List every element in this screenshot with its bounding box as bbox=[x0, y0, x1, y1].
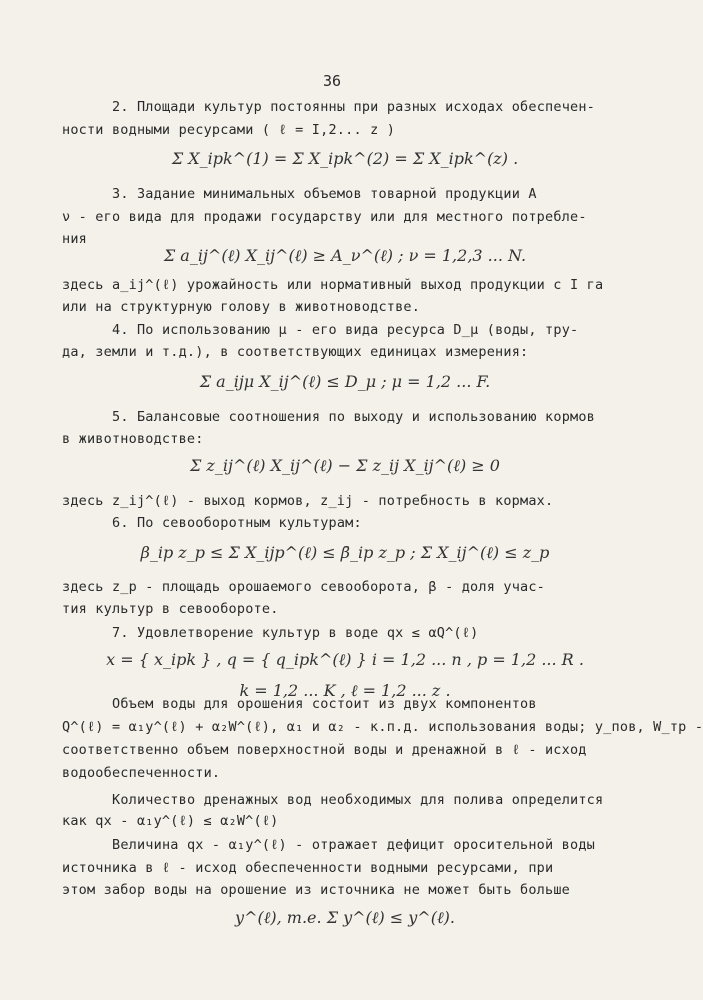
text-line: 5. Балансовые соотношения по выходу и использованию кормов bbox=[112, 409, 596, 425]
equation-water-intake: y^(ℓ), т.е. Σ y^(ℓ) ≤ y^(ℓ). bbox=[235, 908, 455, 927]
text-line: 2. Площади культур постоянны при разных исходах обеспечен- bbox=[112, 99, 596, 115]
text-line: источника в ℓ - исход обеспеченности водными ресурсами, при bbox=[62, 860, 554, 876]
equation-resource-use: Σ a_ijμ X_ij^(ℓ) ≤ D_μ ; μ = 1,2 ... F. bbox=[199, 372, 491, 391]
equation-crop-rotation: β_ip z_p ≤ Σ X_ijp^(ℓ) ≤ β̄_ip z_p ; Σ X_ij^(ℓ) ≤ z_p bbox=[140, 543, 550, 562]
text-line: Q^(ℓ) = α₁y^(ℓ) + α₂W^(ℓ), α₁ и α₂ - к.п.д. использования воды; y_пов, W_тр - bbox=[62, 719, 703, 735]
text-line: соответственно объем поверхностной воды и дренажной в ℓ - исход bbox=[62, 742, 587, 758]
text-line: здесь z_p - площадь орошаемого севооборота, β - доля учас- bbox=[62, 579, 546, 595]
text-line: здесь z_ij^(ℓ) - выход кормов, z_ij - потребность в кормах. bbox=[62, 493, 554, 509]
equation-area-constancy: Σ X_ipk^(1) = Σ X_ipk^(2) = Σ X_ipk^(z) . bbox=[171, 149, 519, 168]
text-line: ности водными ресурсами ( ℓ = I,2... z ) bbox=[62, 122, 396, 138]
text-line: 7. Удовлетворение культур в воде qx ≤ αQ^(ℓ) bbox=[112, 625, 479, 641]
text-line: 6. По севооборотным культурам: bbox=[112, 515, 362, 531]
text-line: водообеспеченности. bbox=[62, 765, 221, 781]
text-line: тия культур в севообороте. bbox=[62, 601, 279, 617]
text-line: ν - его вида для продажи государству или для местного потребле- bbox=[62, 209, 587, 225]
text-line: 3. Задание минимальных объемов товарной продукции A bbox=[112, 186, 537, 202]
text-line: Количество дренажных вод необходимых для полива определится bbox=[112, 792, 604, 808]
equation-min-production: Σ a_ij^(ℓ) X_ij^(ℓ) ≥ A_ν^(ℓ) ; ν = 1,2,3 ... N. bbox=[163, 246, 527, 265]
equation-feed-balance: Σ z_ij^(ℓ) X_ij^(ℓ) − Σ z_ij X_ij^(ℓ) ≥ 0 bbox=[190, 456, 500, 475]
text-line: как qx - α₁y^(ℓ) ≤ α₂W^(ℓ) bbox=[62, 813, 279, 829]
text-line: да, земли и т.д.), в соответствующих единицах измерения: bbox=[62, 344, 529, 360]
equation-variable-sets: x = { x_ipk } , q = { q_ipk^(ℓ) } i = 1,2 ... n , p = 1,2 ... R . bbox=[106, 650, 584, 669]
text-line: ния bbox=[62, 231, 87, 247]
text-line: в животноводстве: bbox=[62, 431, 204, 447]
text-line: 4. По использованию μ - его вида ресурса D_μ (воды, тру- bbox=[112, 322, 579, 338]
text-line: или на структурную голову в животноводстве. bbox=[62, 299, 421, 315]
text-line: этом забор воды на орошение из источника не может быть больше bbox=[62, 882, 570, 898]
text-line: Объем воды для орошения состоит из двух компонентов bbox=[112, 696, 537, 712]
text-line: здесь a_ij^(ℓ) урожайность или нормативный выход продукции с I га bbox=[62, 277, 604, 293]
page-number: 36 bbox=[322, 72, 342, 90]
equation-index-ranges: k = 1,2 ... K , ℓ = 1,2 ... z . bbox=[239, 681, 451, 700]
text-line: Величина qx - α₁y^(ℓ) - отражает дефицит оросительной воды bbox=[112, 837, 595, 853]
